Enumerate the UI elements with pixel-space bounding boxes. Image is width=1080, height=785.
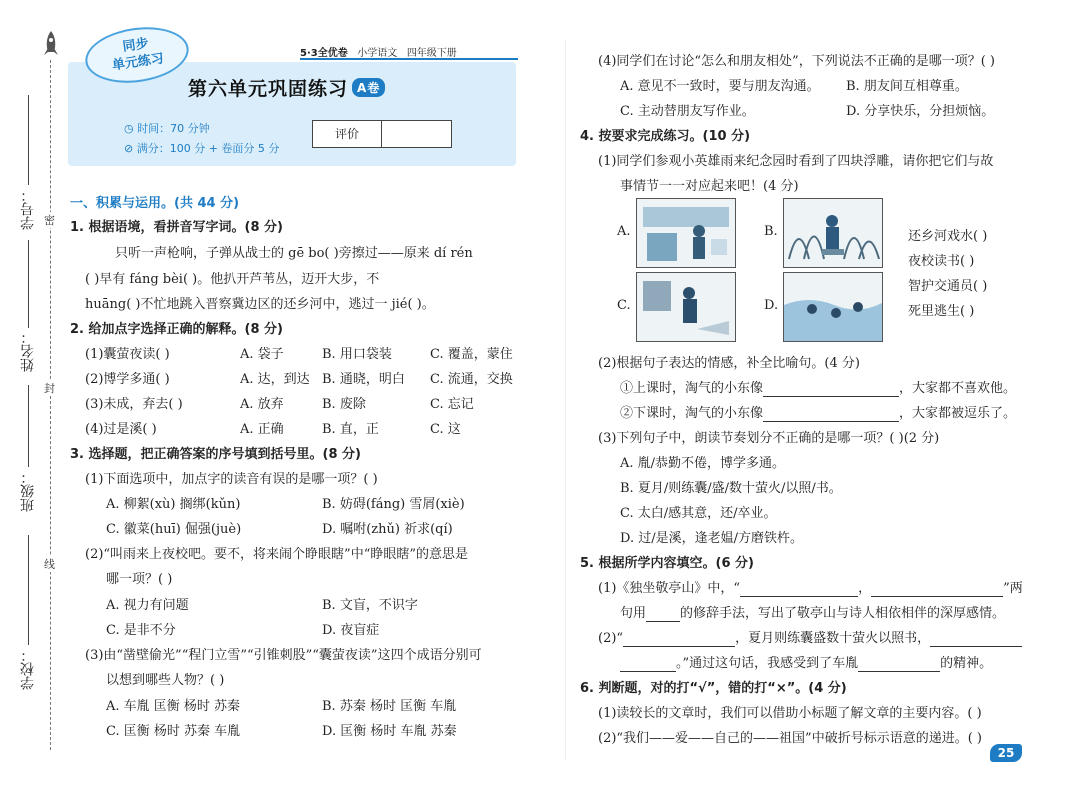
- q5-2-line-1: (2)“ ，夏月则练囊盛数十萤火以照书，: [598, 627, 1022, 647]
- version-badge: A卷: [352, 78, 385, 97]
- match-item-4: 死里逃生( ): [908, 304, 975, 319]
- q4-1-line-1: (1)同学们参观小英雄雨来纪念园时看到了四块浮雕，请你把它们与故: [598, 154, 994, 169]
- q5-2-line-2: 。”通过这句话，我感受到了车胤 的精神。: [620, 652, 992, 672]
- q3-4-option-d: D. 分享快乐，分担烦恼。: [846, 104, 995, 119]
- q2-option: B. 通晓，明白: [322, 372, 405, 387]
- answer-blank[interactable]: [623, 631, 735, 647]
- q3-1: (1)下面选项中，加点字的读音有误的是哪一项？( ): [85, 472, 378, 487]
- question-1: 1. 根据语境，看拼音写字词。(8 分): [70, 220, 283, 235]
- q2-option: C. 忘记: [430, 397, 474, 412]
- q3-1-option-b: B. 妨碍(fáng) 雪屑(xiè): [322, 497, 465, 512]
- q3-2-option-a: A. 视力有问题: [106, 598, 189, 613]
- picture-d-label: D.: [764, 298, 779, 313]
- relief-image-b: [783, 198, 883, 268]
- q3-2-line-2: 哪一项？( ): [106, 572, 173, 587]
- q4-3-option-a: A. 胤/恭勤不倦，博学多通。: [620, 456, 786, 471]
- q4-3-option-d: D. 过/是溪，逢老媪/方磨铁杵。: [620, 531, 803, 546]
- q3-3-option-d: D. 匡衡 杨时 车胤 苏秦: [322, 724, 457, 739]
- name-field[interactable]: [28, 240, 29, 328]
- q2-option: C. 覆盖，蒙住: [430, 347, 513, 362]
- check-icon: ⊘: [124, 142, 134, 155]
- school-label: 学校：: [20, 648, 36, 690]
- section-heading: 一、积累与运用。(共 44 分): [70, 196, 240, 211]
- book-name: 5·3全优卷: [300, 48, 348, 59]
- rocket-icon: [42, 30, 60, 60]
- question-5: 5. 根据所学内容填空。(6 分): [580, 556, 754, 571]
- q2-option: B. 用口袋装: [322, 347, 392, 362]
- q3-3-line-2: 以想到哪些人物？( ): [106, 673, 225, 688]
- q2-item: (3)未成，弃去( ): [85, 397, 183, 412]
- q3-4-option-c: C. 主动替朋友写作业。: [620, 104, 755, 119]
- answer-blank[interactable]: [930, 631, 1022, 647]
- q3-4: (4)同学们在讨论“怎么和朋友相处”，下列说法不正确的是哪一项？( ): [598, 54, 995, 69]
- q3-3-option-c: C. 匡衡 杨时 苏秦 车胤: [106, 724, 241, 739]
- q6-1: (1)读较长的文章时，我们可以借助小标题了解文章的主要内容。( ): [598, 706, 982, 721]
- q3-2-option-c: C. 是非不分: [106, 623, 176, 638]
- seal-mark-xian: 线: [44, 558, 55, 571]
- relief-image-c: [636, 272, 736, 342]
- answer-blank[interactable]: [620, 656, 676, 672]
- relief-image-a: [636, 198, 736, 268]
- q3-1-option-a: A. 柳絮(xù) 搁绑(kǔn): [106, 497, 241, 512]
- answer-blank[interactable]: [740, 581, 858, 597]
- q1-line-2: ( )早有 fáng bèi( )。他扒开芦苇丛，迈开大步，不: [85, 272, 380, 287]
- q3-2-option-b: B. 文盲，不识字: [322, 598, 418, 613]
- match-item-2: 夜校读书( ): [908, 254, 975, 269]
- answer-blank[interactable]: [763, 381, 899, 397]
- q6-2: (2)“我们——爱——自己的——祖国”中破折号标示语意的递进。( ): [598, 731, 982, 746]
- q3-4-option-a: A. 意见不一致时，要与朋友沟通。: [620, 79, 820, 94]
- q4-3-option-b: B. 夏月/则练囊/盛/数十萤火/以照/书。: [620, 481, 842, 496]
- q4-2-1: ①上课时，淘气的小东像 ，大家都不喜欢他。: [620, 381, 1017, 396]
- q1-line-1: 只听一声枪响，子弹从战士的 gē bo( )旁擦过——原来 dí rén: [115, 246, 473, 261]
- match-item-1: 还乡河戏水( ): [908, 229, 988, 244]
- q3-2-option-d: D. 夜盲症: [322, 623, 380, 638]
- q3-1-option-d: D. 嘱咐(zhǔ) 祈求(qí): [322, 522, 453, 537]
- q2-option: B. 废除: [322, 397, 366, 412]
- q4-3: (3)下列句子中，朗读节奏划分不正确的是哪一项？( )(2 分): [598, 431, 940, 446]
- q4-2: (2)根据句子表达的情感，补全比喻句。(4 分): [598, 356, 860, 371]
- page-title: 第六单元巩固练习 A卷: [188, 74, 385, 101]
- q2-item: (4)过是溪( ): [85, 422, 157, 437]
- question-3: 3. 选择题，把正确答案的序号填到括号里。(8 分): [70, 447, 361, 462]
- relief-image-d: [783, 272, 883, 342]
- q3-4-option-b: B. 朋友间互相尊重。: [846, 79, 968, 94]
- q2-option: A. 放弃: [240, 397, 284, 412]
- column-divider: [565, 40, 566, 760]
- q5-1-line-1: (1)《独坐敬亭山》中，“ ， ”两: [598, 581, 1023, 596]
- q5-1-line-2: 句用 的修辞手法，写出了敬亭山与诗人相依相伴的深厚感情。: [620, 606, 1006, 621]
- question-2: 2. 给加点字选择正确的解释。(8 分): [70, 322, 283, 337]
- q2-option: A. 正确: [240, 422, 284, 437]
- q4-2-2: ②下课时，淘气的小东像 ，大家都被逗乐了。: [620, 406, 1017, 421]
- q3-1-option-c: C. 徽菜(huī) 倔强(juè): [106, 522, 242, 537]
- q2-item: (1)囊萤夜读( ): [85, 347, 170, 362]
- q3-3-line-1: (3)由“凿壁偷光”“程门立雪”“引锥刺股”“囊萤夜读”这四个成语分别可: [85, 648, 482, 663]
- q4-3-option-c: C. 太白/感其意，还/卒业。: [620, 506, 777, 521]
- class-field[interactable]: [28, 385, 29, 467]
- q2-option: A. 达，到达: [240, 372, 310, 387]
- book-grade: 四年级下册: [406, 48, 457, 59]
- school-field[interactable]: [28, 535, 29, 645]
- q2-option: C. 这: [430, 422, 461, 437]
- seal-mark-mi: 密: [44, 214, 55, 227]
- q3-3-option-a: A. 车胤 匡衡 杨时 苏秦: [106, 699, 241, 714]
- answer-blank[interactable]: [763, 406, 899, 422]
- sync-unit-tag: 同步 单元练习: [82, 21, 193, 89]
- clock-icon: ◷: [124, 122, 134, 135]
- page-number: 25: [990, 744, 1022, 762]
- picture-b-label: B.: [764, 224, 778, 239]
- student-number-label: 学号：: [20, 188, 36, 230]
- q3-3-option-b: B. 苏秦 杨时 匡衡 车胤: [322, 699, 457, 714]
- student-number-field[interactable]: [28, 95, 29, 185]
- picture-c-label: C.: [617, 298, 631, 313]
- q2-option: C. 流通，交换: [430, 372, 513, 387]
- q2-item: (2)博学多通( ): [85, 372, 170, 387]
- q1-line-3: huāng( )不忙地跳入晋察冀边区的还乡河中，逃过一 jié( )。: [85, 297, 435, 312]
- answer-blank[interactable]: [871, 581, 1003, 597]
- question-4: 4. 按要求完成练习。(10 分): [580, 129, 751, 144]
- evaluation-box[interactable]: [312, 120, 452, 148]
- evaluation-label: 评价: [313, 121, 382, 147]
- question-6: 6. 判断题，对的打“√”，错的打“×”。(4 分): [580, 681, 847, 696]
- match-item-3: 智护交通员( ): [908, 279, 988, 294]
- time-info: ◷ 时间：70 分钟: [124, 122, 210, 135]
- score-info: ⊘ 满分：100 分 + 卷面分 5 分: [124, 142, 280, 155]
- q3-2-line-1: (2)“叫雨来上夜校吧。要不，将来闹个睁眼瞎”中“睁眼瞎”的意思是: [85, 547, 468, 562]
- seal-mark-feng: 封: [44, 382, 55, 395]
- q4-1-line-2: 事情节一一对应起来吧！(4 分): [620, 179, 799, 194]
- name-label: 姓名：: [20, 330, 36, 372]
- book-subject: 小学语文: [357, 48, 398, 59]
- book-info-strip: [300, 44, 518, 60]
- binding-dashed-line: [50, 60, 51, 750]
- answer-blank[interactable]: [858, 656, 940, 672]
- q2-option: A. 袋子: [240, 347, 284, 362]
- answer-blank[interactable]: [646, 606, 680, 622]
- picture-a-label: A.: [617, 224, 631, 239]
- q2-option: B. 直，正: [322, 422, 379, 437]
- class-label: 班级：: [20, 470, 36, 512]
